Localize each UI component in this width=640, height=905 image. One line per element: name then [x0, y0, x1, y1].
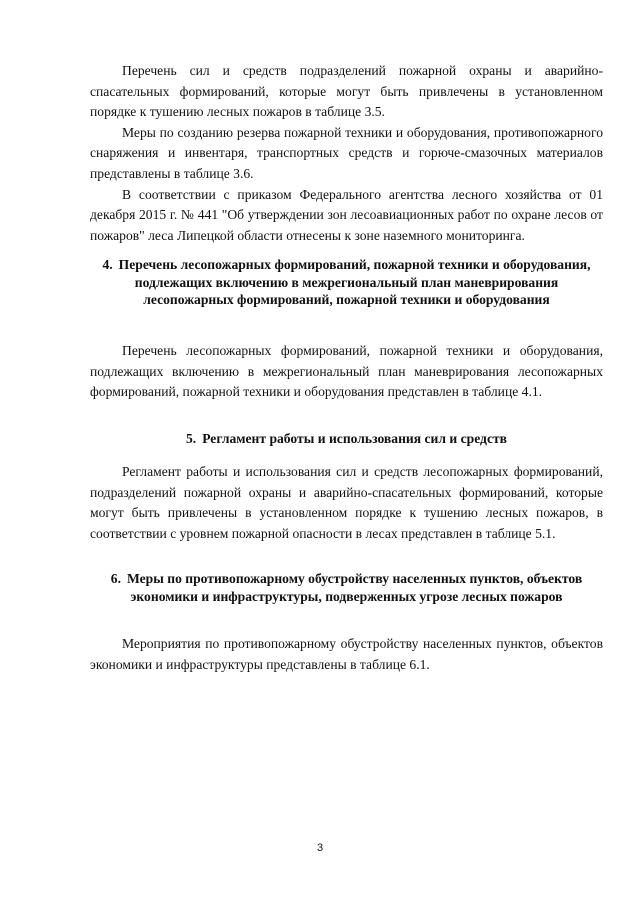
section-5-title: Регламент работы и использования сил и средств	[202, 431, 507, 446]
section-5-number: 5.	[185, 431, 197, 446]
section-4-title: Перечень лесопожарных формирований, пожарной техники и оборудования, подлежащих включению в межрегиональный план маневрирования лесопожарных формирований, пожарной техники и оборудования	[118, 257, 591, 308]
paragraph-order-441: В соответствии с приказом Федерального агентства лесного хозяйства от 01 декабря 2015 г. № 441 "Об утверждении зон лесоавиационных работ по охране лесов от пожаров" леса Липецкой области отнесены к зоне наземного мониторинга.	[90, 186, 603, 243]
intro-paragraphs	[90, 61, 603, 246]
section-5-body	[90, 462, 603, 544]
paragraph-forces-table-3-5: Перечень сил и средств подразделений пожарной охраны и аварийно-спасательных формирований, которые могут быть привлечены в установленном порядке к тушению лесных пожаров в таблице 3.5.	[90, 63, 603, 120]
section-6-heading	[90, 570, 603, 605]
section-5-heading	[90, 430, 603, 448]
section-6-body	[90, 634, 603, 675]
section-4-number: 4.	[102, 257, 113, 272]
page-number: 3	[316, 842, 324, 854]
paragraph-reserve-table-3-6: Меры по созданию резерва пожарной техники и оборудования, противопожарного снаряжения и инвентаря, транспортных средств и горюче-смазочных материалов представлены в таблице 3.6.	[90, 124, 603, 181]
section-4-body	[90, 341, 603, 403]
section-4-text: Перечень лесопожарных формирований, пожарной техники и оборудования, подлежащих включению в межрегиональный план маневрирования лесопожарных формирований, пожарной техники и оборудования представлен в таблице 4.1.	[90, 343, 603, 400]
section-6-title: Меры по противопожарному обустройству населенных пунктов, объектов экономики и инфраструктуры, подверженных угрозе лесных пожаров	[126, 571, 583, 604]
section-5-text: Регламент работы и использования сил и средств лесопожарных формирований, подразделений пожарной охраны и аварийно-спасательных формирований, которые могут быть привлечены в установленном порядке к тушению лесных пожаров, в соответствии с уровнем пожарной опасности в лесах представлен в таблице 5.1.	[90, 464, 603, 541]
section-4-heading	[90, 256, 603, 309]
section-6-number: 6.	[110, 571, 121, 586]
section-6-text: Мероприятия по противопожарному обустройству населенных пунктов, объектов экономики и инфраструктуры представлены в таблице 6.1.	[90, 636, 603, 672]
